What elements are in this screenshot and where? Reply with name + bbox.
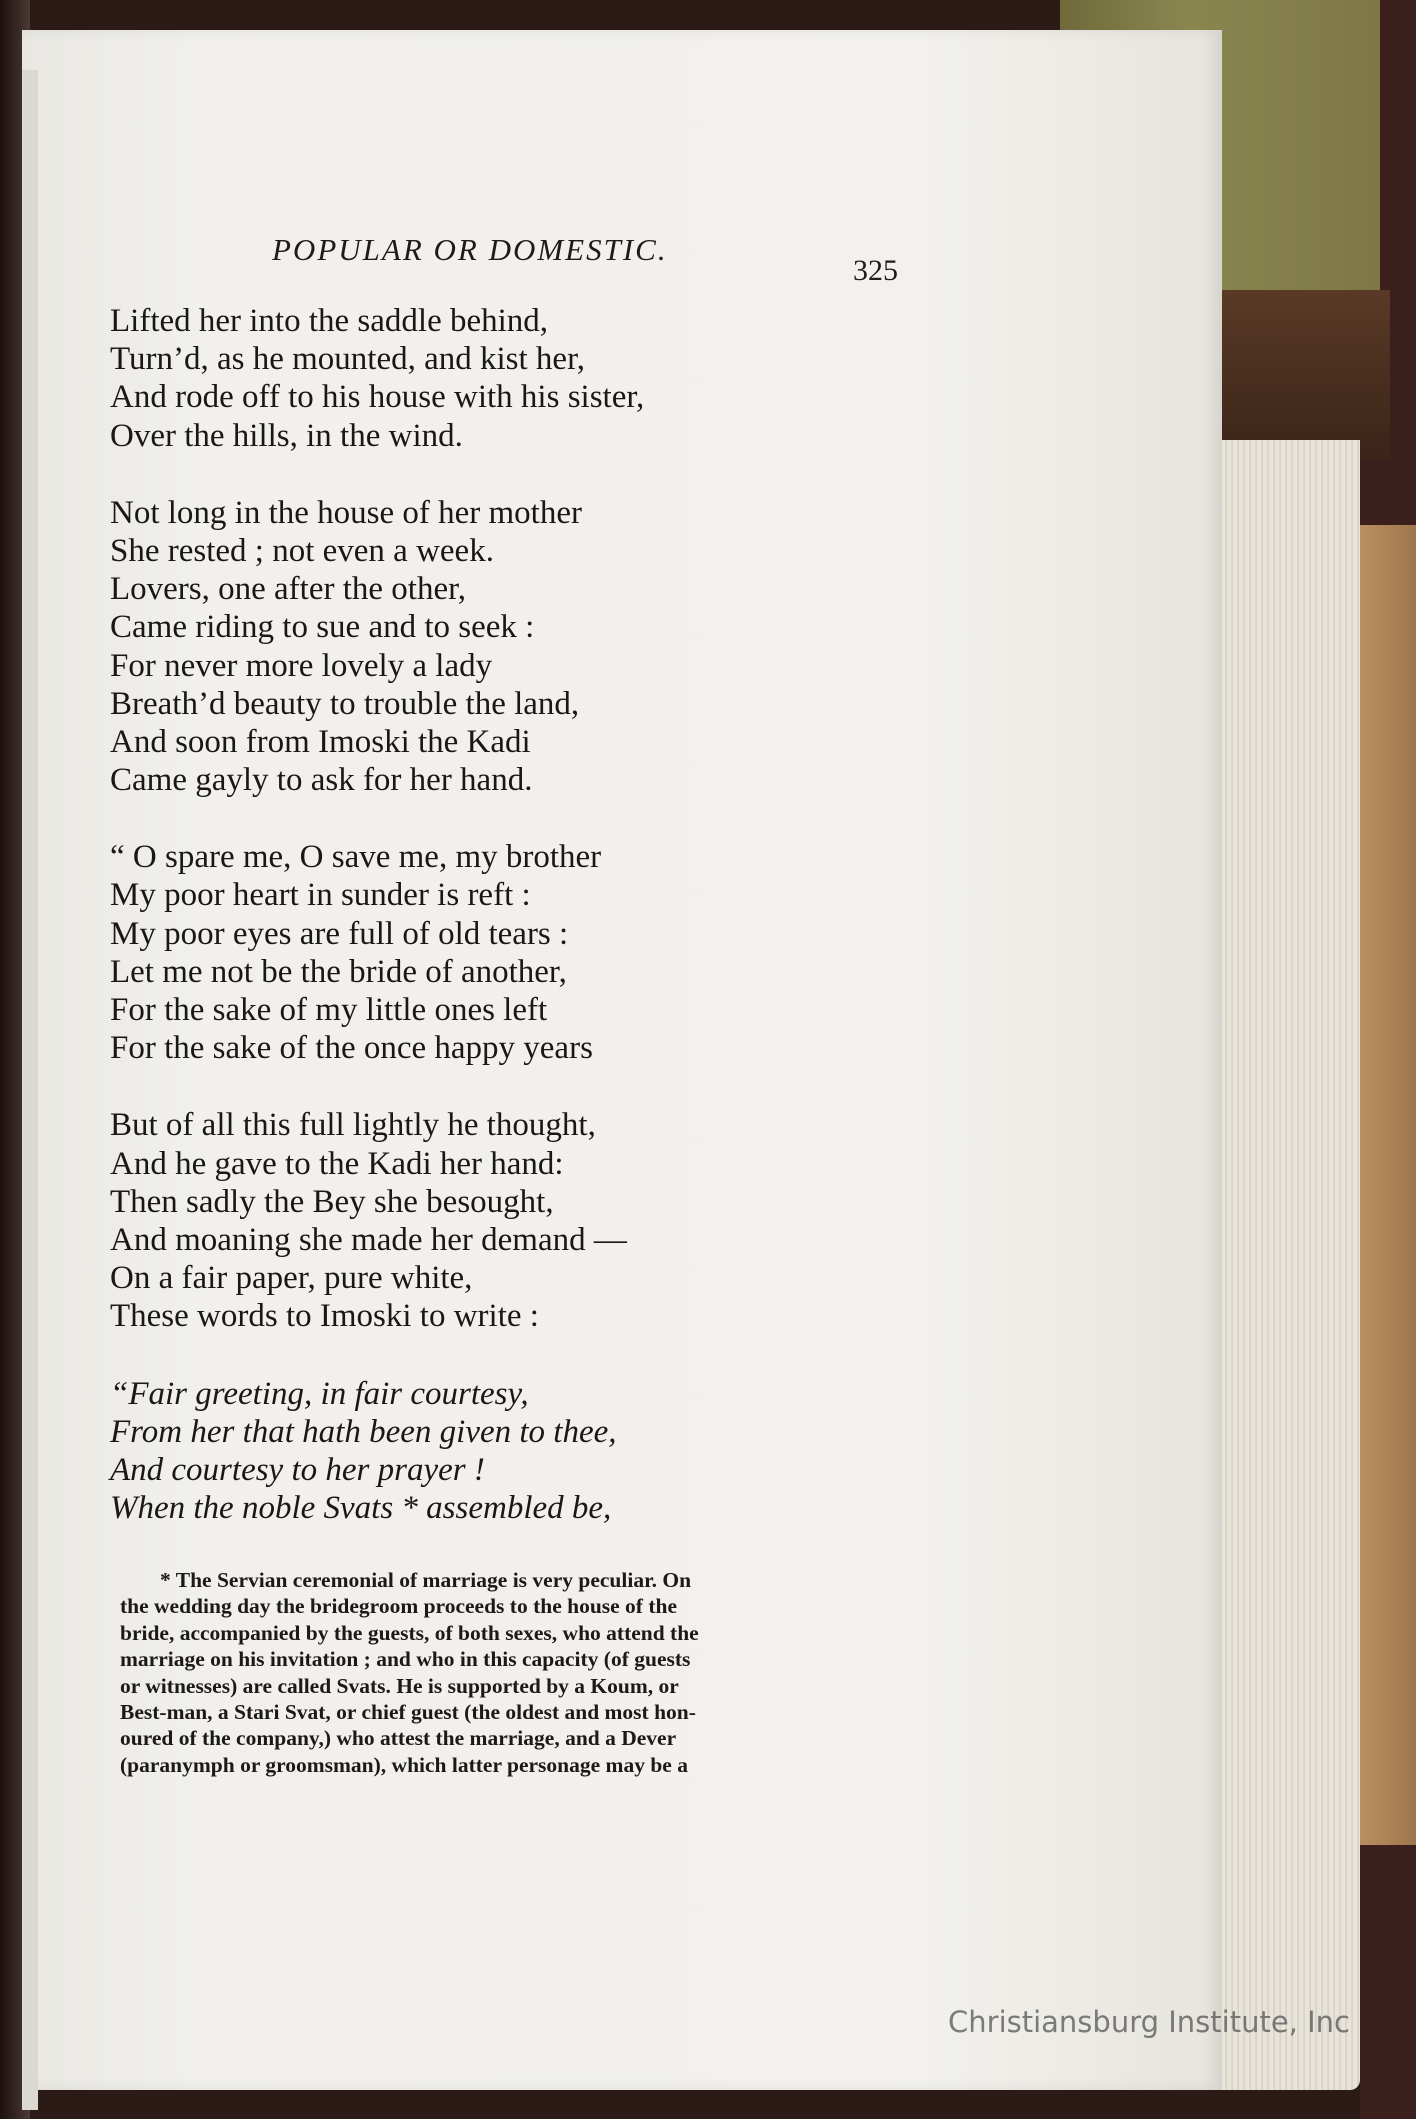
poem-line: On a fair paper, pure white, [110, 1260, 473, 1297]
poem-line: Lifted her into the saddle behind, [110, 303, 549, 339]
footnote-line: Best-man, a Stari Svat, or chief guest (the oldest and most hon- [120, 1699, 696, 1724]
poem-line: And soon from Imoski the Kadi [110, 723, 531, 760]
poem-line: And he gave to the Kadi her hand: [110, 1145, 564, 1182]
poem-line: For never more lovely a lady [110, 647, 493, 684]
stanza [110, 1375, 910, 1528]
poem-line: And moaning she made her demand — [110, 1221, 627, 1258]
poem-line: These words to Imoski to write : [110, 1298, 539, 1335]
poem-line: Turn’d, as he mounted, and kist her, [110, 341, 585, 378]
poem-line: And rode off to his house with his sister, [110, 379, 645, 416]
poem-line: When the noble Svats * assembled be, [110, 1490, 612, 1527]
poem-line: Came riding to sue and to seek : [110, 609, 535, 646]
poem-line: Then sadly the Bey she besought, [110, 1183, 554, 1220]
stanza [110, 494, 910, 800]
poem-line: Not long in the house of her mother [110, 494, 582, 531]
footnote-line: * The Servian ceremonial of marriage is very peculiar. On [160, 1568, 692, 1592]
footnote [120, 1567, 986, 1778]
poem [110, 302, 910, 1566]
watermark: Christiansburg Institute, Inc [948, 2005, 1350, 2039]
page-number: 325 [853, 254, 898, 287]
poem-line: Over the hills, in the wind. [110, 417, 463, 454]
poem-line: Came gayly to ask for her hand. [110, 762, 533, 799]
poem-line: “Fair greeting, in fair courtesy, [110, 1375, 529, 1412]
poem-line: But of all this full lightly he thought, [110, 1107, 596, 1144]
poem-line: Breath’d beauty to trouble the land, [110, 685, 580, 722]
poem-line: She rested ; not even a week. [110, 532, 494, 569]
footnote-line: oured of the company,) who attest the marriage, and a Dever [120, 1726, 677, 1751]
poem-line: For the sake of my little ones left [110, 992, 548, 1028]
running-head: POPULAR OR DOMESTIC. [272, 232, 668, 267]
footnote-line: (paranymph or groomsman), which latter personage may be a [120, 1752, 688, 1777]
page-gutter [22, 70, 38, 2110]
poem-line: And courtesy to her prayer ! [110, 1451, 485, 1488]
stanza [110, 1106, 910, 1335]
footnote-line: marriage on his invitation ; and who in this capacity (of guests [120, 1647, 691, 1672]
poem-line: My poor eyes are full of old tears : [110, 915, 569, 952]
poem-line: From her that hath been given to thee, [110, 1413, 617, 1450]
poem-line: Let me not be the bride of another, [110, 953, 567, 990]
poem-line: Lovers, one after the other, [110, 571, 467, 608]
footnote-line: the wedding day the bridegroom proceeds to the house of the [120, 1594, 678, 1619]
poem-line: My poor heart in sunder is reft : [110, 877, 531, 914]
footnote-line: bride, accompanied by the guests, of both sexes, who attend the [120, 1620, 699, 1645]
poem-line: “ O spare me, O save me, my brother [110, 839, 602, 876]
poem-line: For the sake of the once happy years [110, 1030, 593, 1067]
footnote-line: or witnesses) are called Svats. He is supported by a Koum, or [120, 1673, 679, 1698]
stanza [110, 302, 910, 455]
stanza [110, 838, 910, 1067]
